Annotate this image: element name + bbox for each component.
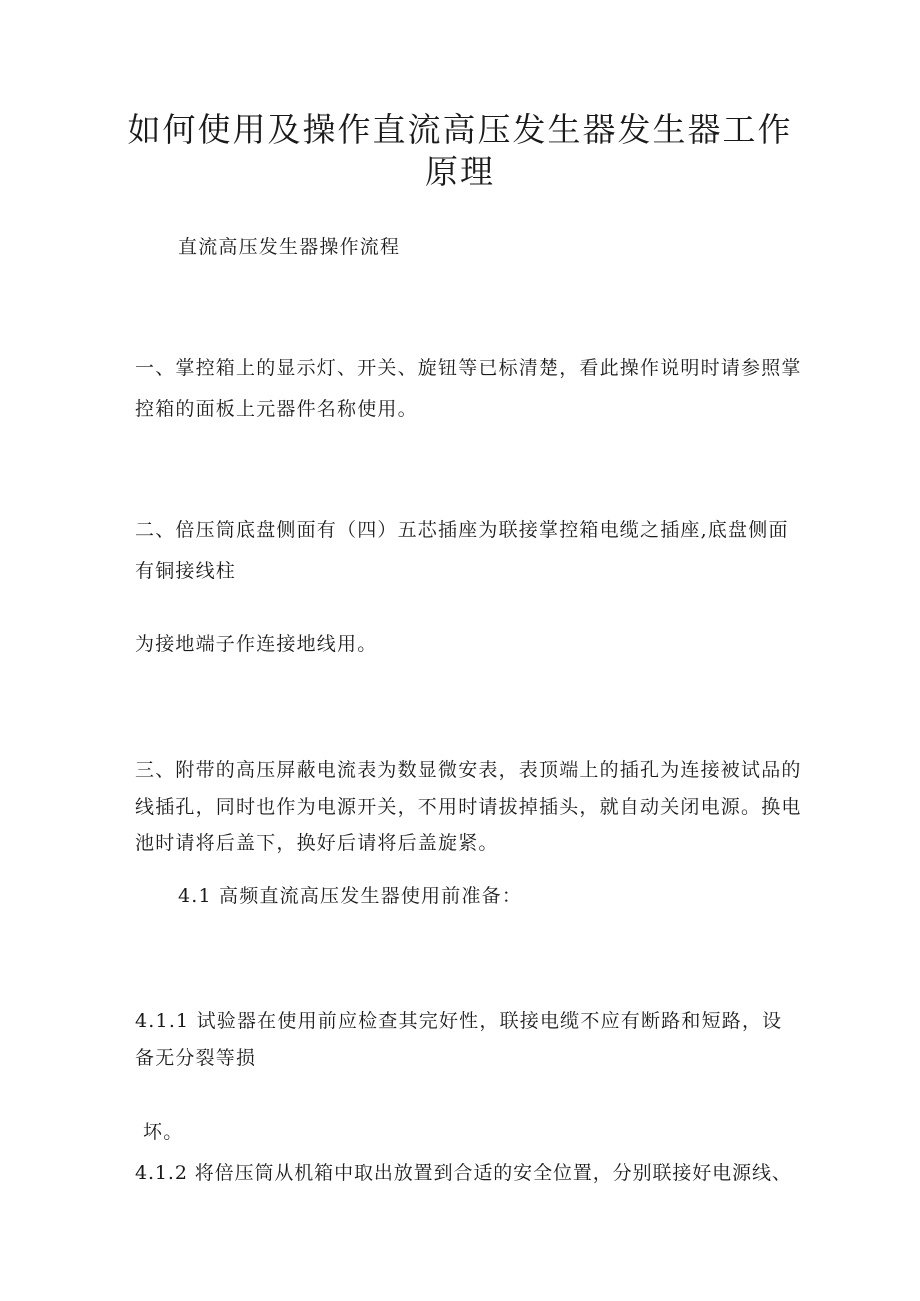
paragraph-1-line-1: 一、掌控箱上的显示灯、开关、旋钮等已标清楚，看此操作说明时请参照掌 <box>135 357 802 379</box>
paragraph-1-line-2: 控箱的面板上元器件名称使用。 <box>135 398 418 420</box>
paragraph-2-line-2: 有铜接线柱 <box>135 560 237 582</box>
paragraph-2-line-1: 二、倍压筒底盘侧面有（四）五芯插座为联接掌控箱电缆之插座,底盘侧面 <box>135 519 789 541</box>
paragraph-3-line-1: 三、附带的高压屏蔽电流表为数显微安表，表顶端上的插孔为连接被试品的 <box>135 759 802 781</box>
section-4-1-1-line-2: 备无分裂等损 <box>135 1047 257 1069</box>
paragraph-3-line-2: 线插孔，同时也作为电源开关，不用时请拔掉插头，就自动关闭电源。换电 <box>135 796 802 818</box>
section-4-1-heading: 4.1 高频直流高压发生器使用前准备： <box>178 885 523 907</box>
section-4-1-1-line-3: 坏。 <box>143 1121 184 1143</box>
section-4-1-2-line-1: 4.1.2 将倍压筒从机箱中取出放置到合适的安全位置，分别联接好电源线、 <box>135 1162 792 1184</box>
section-4-1-1-line-1: 4.1.1 试验器在使用前应检查其完好性，联接电缆不应有断路和短路，设 <box>135 1010 783 1032</box>
paragraph-2-line-3: 为接地端子作连接地线用。 <box>135 633 378 655</box>
document-title-line-2: 原理 <box>425 152 495 191</box>
section-subtitle: 直流高压发生器操作流程 <box>178 236 401 258</box>
paragraph-3-line-3: 池时请将后盖下，换好后请将后盖旋紧。 <box>135 832 499 854</box>
document-title-line-1: 如何使用及操作直流高压发生器发生器工作 <box>127 110 793 149</box>
